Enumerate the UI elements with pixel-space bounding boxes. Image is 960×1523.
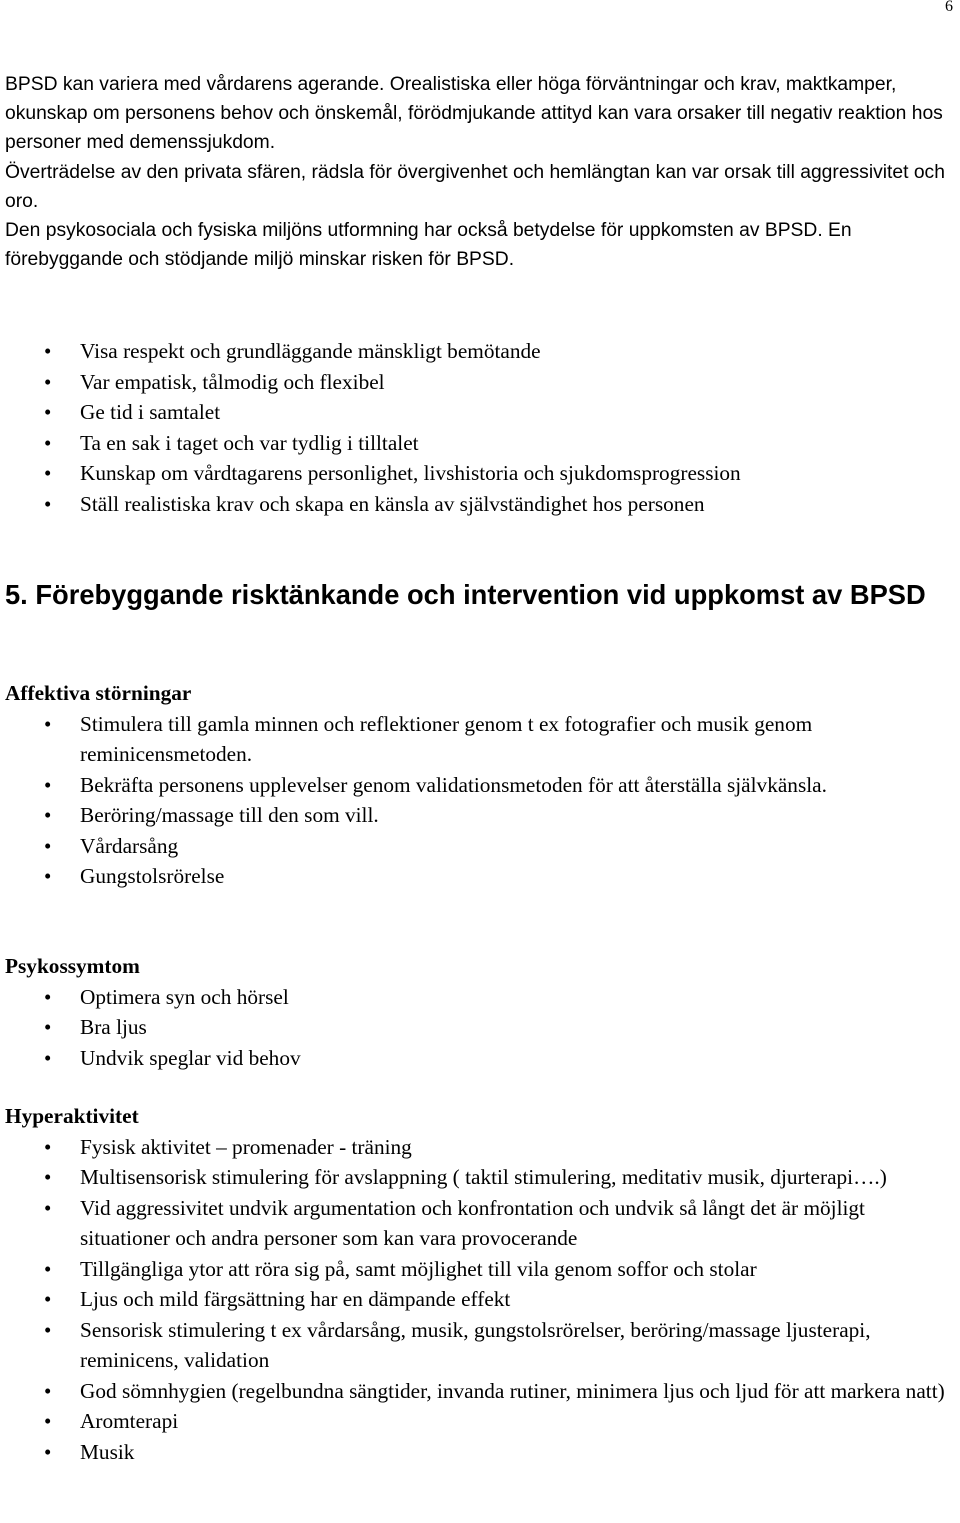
page-number: 6	[945, 0, 953, 15]
list-item: • Sensorisk stimulering t ex vårdarsång, musik, gungstolsrörelser, beröring/massage ljusterapi, reminicens, validation	[5, 1315, 955, 1376]
hyperaktivitet-section	[5, 1101, 955, 1467]
list-item: • Ljus och mild färgsättning har en dämpande effekt	[5, 1284, 955, 1315]
list-item: • Bekräfta personens upplevelser genom validationsmetoden för att återställa självkänsla.	[5, 770, 955, 801]
intro-paragraph: Den psykosociala och fysiska miljöns utformning har också betydelse för uppkomsten av BPSD. En förebyggande och stödjande miljö minskar risken för BPSD.	[5, 220, 852, 271]
list-item: • Var empatisk, tålmodig och flexibel	[5, 367, 955, 398]
list-item: • Vid aggressivitet undvik argumentation och konfrontation och undvik så långt det är möjligt situationer och andra personer som kan vara provocerande	[5, 1193, 955, 1254]
list-item: • Visa respekt och grundläggande mänskligt bemötande	[5, 336, 955, 367]
subsection-title: Psykossymtom	[5, 954, 140, 978]
list-item: • Kunskap om vårdtagarens personlighet, livshistoria och sjukdomsprogression	[5, 458, 955, 489]
recommendations-list	[5, 336, 955, 519]
list-item: • Fysisk aktivitet – promenader - träning	[5, 1132, 955, 1163]
list-item: • Ge tid i samtalet	[5, 397, 955, 428]
affektiva-section	[5, 678, 955, 892]
psykossymtom-section	[5, 951, 955, 1073]
list-item: • Tillgängliga ytor att röra sig på, samt möjlighet till vila genom soffor och stolar	[5, 1254, 955, 1285]
list-item: • Gungstolsrörelse	[5, 861, 955, 892]
list-item: • Bra ljus	[5, 1012, 955, 1043]
list-item: • Undvik speglar vid behov	[5, 1043, 955, 1074]
list-item: • Vårdarsång	[5, 831, 955, 862]
section-heading: 5. Förebyggande risktänkande och intervention vid uppkomst av BPSD	[5, 579, 926, 610]
list-item: • God sömnhygien (regelbundna sängtider, invanda rutiner, minimera ljus och ljud för att markera natt)	[5, 1376, 955, 1407]
list-item: • Ställ realistiska krav och skapa en känsla av självständighet hos personen	[5, 489, 955, 520]
intro-paragraph: Överträdelse av den privata sfären, rädsla för övergivenhet och hemlängtan kan var orsak till aggressivitet och oro.	[5, 161, 945, 212]
intro-paragraph: BPSD kan variera med vårdarens agerande. Orealistiska eller höga förväntningar och krav, maktkamper, okunskap om personens behov och önskemål, förödmjukande attityd kan vara orsaker till negativ reaktion hos personer med demenssjukdom.	[5, 74, 943, 154]
subsection-title: Hyperaktivitet	[5, 1104, 139, 1128]
list-item: • Stimulera till gamla minnen och reflektioner genom t ex fotografier och musik genom reminicensmetoden.	[5, 709, 955, 770]
list-item: • Musik	[5, 1437, 955, 1468]
list-item: • Aromterapi	[5, 1406, 955, 1437]
subsection-title: Affektiva störningar	[5, 681, 192, 705]
intro-text	[5, 70, 955, 274]
list-item: • Multisensorisk stimulering för avslappning ( taktil stimulering, meditativ musik, djurterapi….)	[5, 1162, 955, 1193]
list-item: • Optimera syn och hörsel	[5, 982, 955, 1013]
list-item: • Ta en sak i taget och var tydlig i tilltalet	[5, 428, 955, 459]
list-item: • Beröring/massage till den som vill.	[5, 800, 955, 831]
